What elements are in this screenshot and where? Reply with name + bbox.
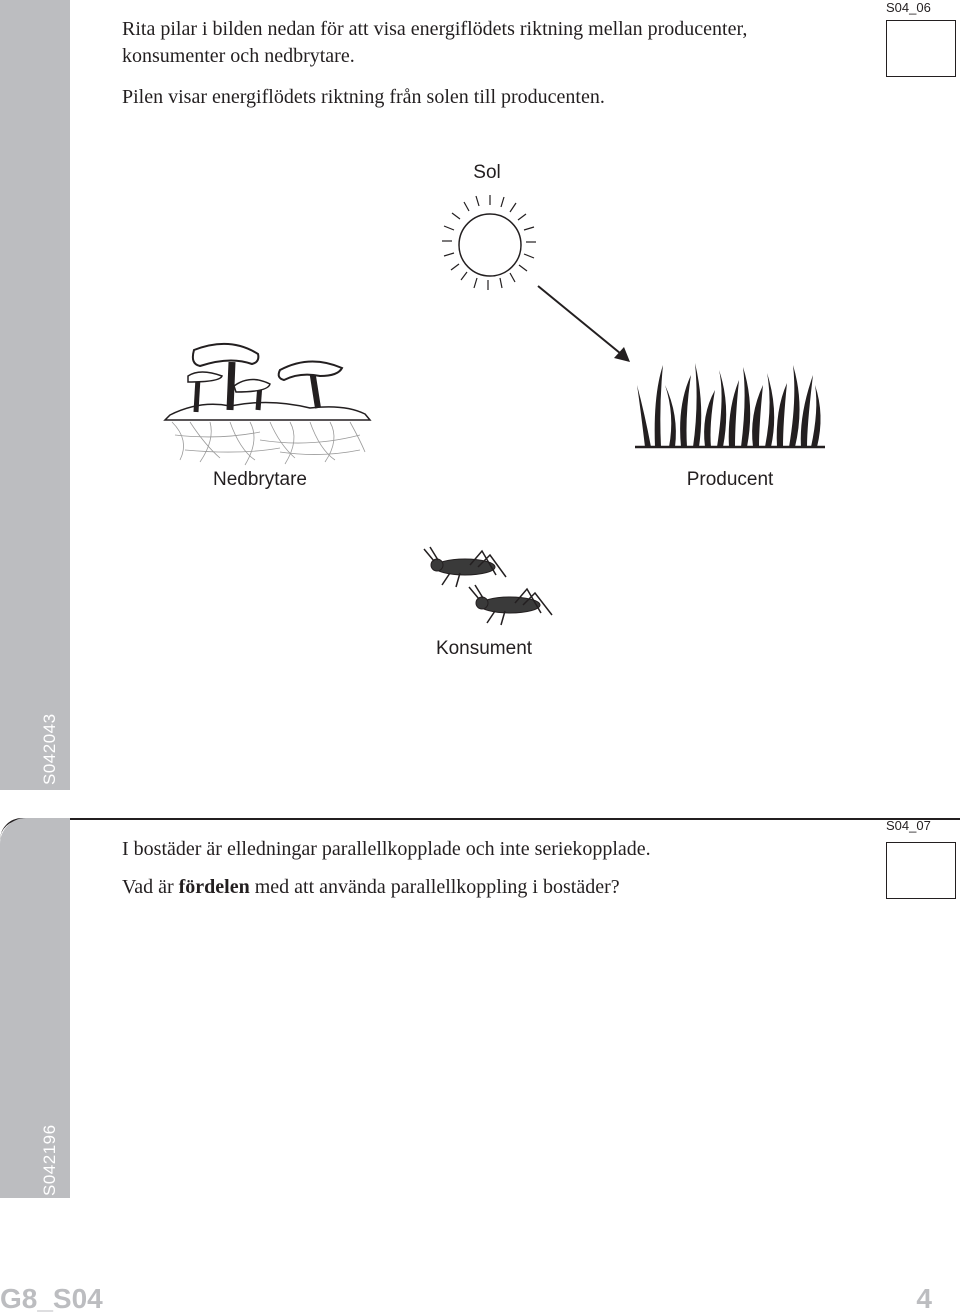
question2-id: S042196 [40, 1124, 59, 1196]
question2-question-end: med att använda parallellkoppling i bostäder? [249, 876, 620, 898]
page-number: 4 [916, 1283, 932, 1314]
question2-score-box[interactable] [886, 842, 956, 899]
question1-code: S04_06 [886, 0, 931, 15]
mushrooms-icon [160, 340, 375, 470]
question1-instruction-line3: Pilen visar energiflödets riktning från solen till producenten. [122, 86, 605, 108]
grass-icon [635, 355, 825, 455]
question1-instruction-line2: konsumenter och nedbrytare. [122, 45, 355, 67]
question1-score-box[interactable] [886, 20, 956, 77]
decomposer-label: Nedbrytare [213, 469, 307, 490]
question2-code: S04_07 [886, 818, 931, 833]
footer-booklet-code: G8_S04 [0, 1283, 103, 1314]
sun-label: Sol [473, 162, 501, 183]
question2-question-emphasis: fördelen [178, 876, 250, 898]
consumer-label: Konsument [435, 638, 533, 659]
question1-sidebar [0, 0, 70, 790]
energy-arrow-sun-to-producer [530, 280, 640, 370]
grasshoppers-icon [420, 545, 560, 630]
question2-statement: I bostäder är elledningar parallellkopplade och inte seriekopplade. [122, 838, 651, 860]
question2-question [122, 874, 620, 901]
question1-instruction-line1: Rita pilar i bilden nedan för att visa energiflödets riktning mellan producenter, [122, 18, 748, 40]
producer-label: Producent [686, 469, 774, 490]
question2-question-start: Vad är [122, 876, 179, 898]
question1-id: S042043 [40, 713, 59, 785]
